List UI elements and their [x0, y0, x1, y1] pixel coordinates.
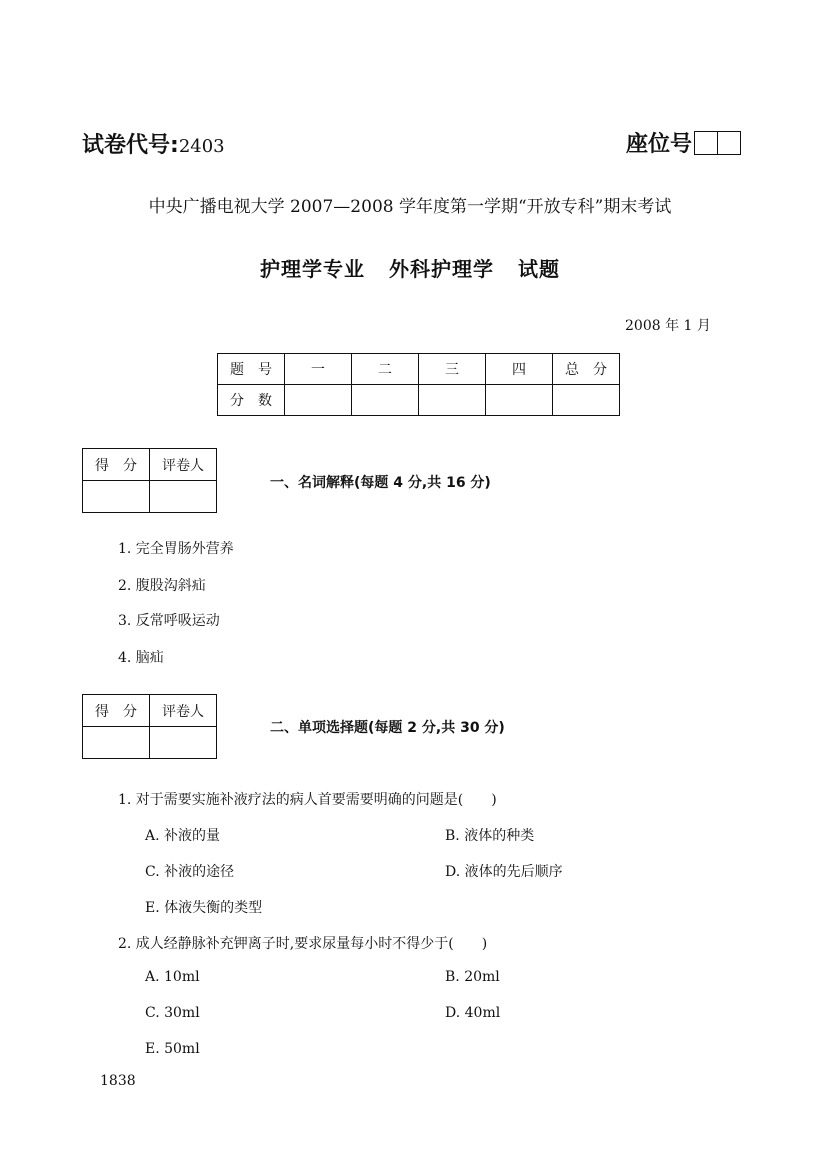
seat-box — [718, 131, 741, 155]
score-blank-cell — [553, 385, 620, 416]
score-table-cell: 一 — [285, 354, 352, 385]
exam-date: 2008 年 1 月 — [625, 318, 711, 334]
list-item: 2. 腹股沟斜疝 — [118, 578, 206, 594]
score-blank-cell — [486, 385, 553, 416]
score-table-cell: 三 — [419, 354, 486, 385]
seat-box — [694, 131, 718, 155]
exam-header-line: 中央广播电视大学 2007—2008 学年度第一学期“开放专科”期末考试 — [148, 197, 672, 217]
title-course: 外科护理学 — [389, 257, 494, 281]
question-option: E. 50ml — [145, 1041, 200, 1057]
score-table-score-row — [218, 385, 620, 416]
seat-label: 座位号 — [626, 132, 693, 157]
score-blank-cell — [285, 385, 352, 416]
score-table-cell: 分 数 — [218, 385, 285, 416]
grader-box — [82, 694, 217, 759]
grader-blank-cell — [83, 481, 150, 513]
score-table-header-row — [218, 354, 620, 385]
question-option: C. 30ml — [145, 1005, 200, 1021]
question-option: D. 液体的先后顺序 — [445, 864, 563, 880]
title-major: 护理学专业 — [260, 257, 365, 281]
grader-blank-cell — [150, 727, 217, 759]
grader-name-label: 评卷人 — [150, 695, 217, 727]
grader-blank-cell — [83, 727, 150, 759]
question-stem: 1. 对于需要实施补液疗法的病人首要需要明确的问题是( ) — [118, 792, 497, 808]
question-stem: 2. 成人经静脉补充钾离子时,要求尿量每小时不得少于( ) — [118, 936, 488, 952]
score-table-cell: 总 分 — [553, 354, 620, 385]
score-blank-cell — [352, 385, 419, 416]
list-item: 3. 反常呼吸运动 — [118, 613, 220, 629]
score-table-cell: 二 — [352, 354, 419, 385]
list-item: 1. 完全胃肠外营养 — [118, 541, 234, 557]
seat-boxes — [694, 131, 741, 155]
question-option: C. 补液的途径 — [145, 864, 235, 880]
score-table — [217, 353, 620, 416]
question-option: B. 液体的种类 — [445, 828, 535, 844]
score-blank-cell — [419, 385, 486, 416]
question-option: A. 10ml — [145, 969, 200, 985]
paper-code — [82, 128, 225, 159]
question-option: D. 40ml — [445, 1005, 501, 1021]
score-table-cell: 题 号 — [218, 354, 285, 385]
seat-number — [626, 127, 741, 158]
grader-box — [82, 448, 217, 513]
question-option: A. 补液的量 — [145, 828, 221, 844]
grader-name-label: 评卷人 — [150, 449, 217, 481]
grader-blank-cell — [150, 481, 217, 513]
paper-code-label: 试卷代号: — [82, 133, 179, 158]
grader-score-label: 得 分 — [83, 449, 150, 481]
exam-title — [0, 253, 820, 282]
title-suffix: 试题 — [518, 257, 560, 281]
page-number: 1838 — [100, 1073, 136, 1089]
question-option: B. 20ml — [445, 969, 500, 985]
question-option: E. 体液失衡的类型 — [145, 900, 263, 916]
grader-score-label: 得 分 — [83, 695, 150, 727]
section2-title: 二、单项选择题(每题 2 分,共 30 分) — [270, 720, 505, 736]
list-item: 4. 脑疝 — [118, 650, 164, 666]
section1-title: 一、名词解释(每题 4 分,共 16 分) — [270, 475, 491, 491]
paper-code-value: 2403 — [178, 136, 225, 157]
score-table-cell: 四 — [486, 354, 553, 385]
